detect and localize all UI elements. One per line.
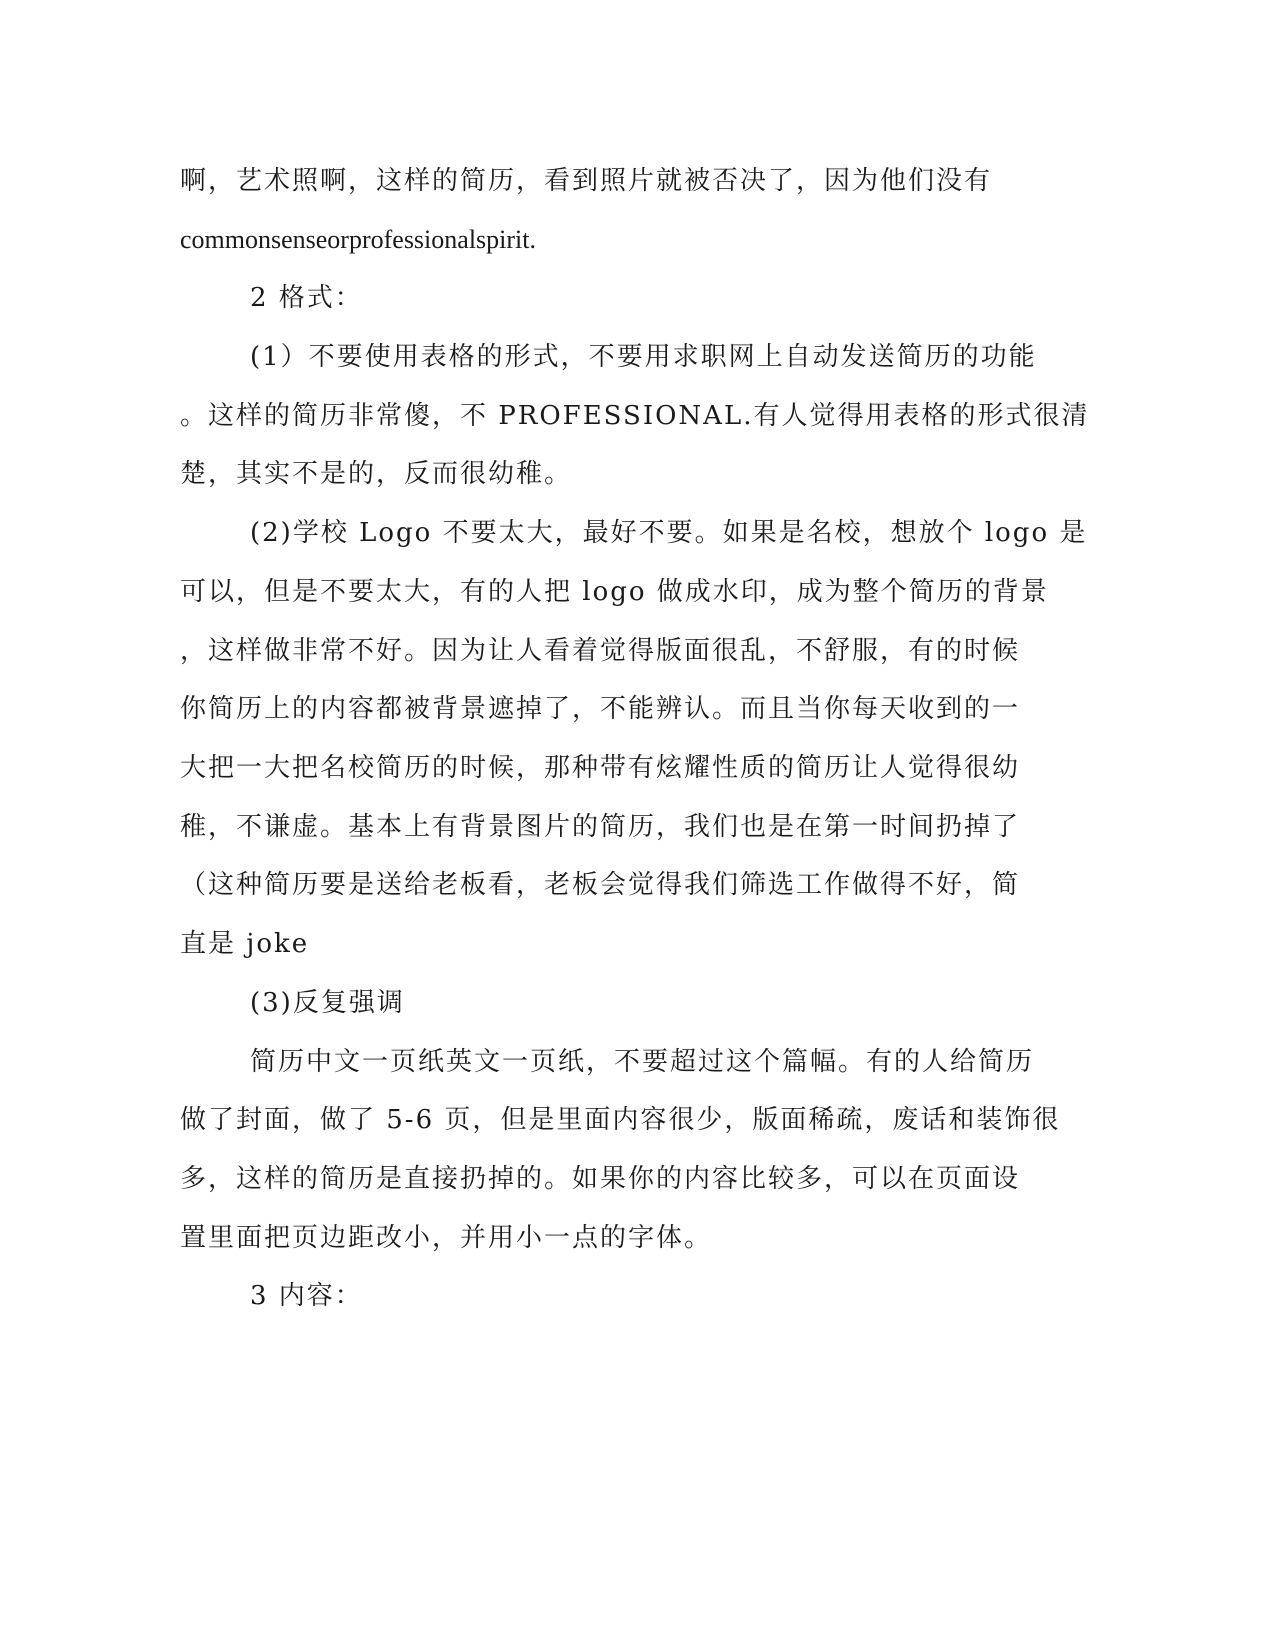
text-line: 置里面把页边距改小，并用小一点的字体。 bbox=[180, 1223, 713, 1253]
text-line: 可以，但是不要太大，有的人把 logo 做成水印，成为整个简历的背景 bbox=[180, 577, 1049, 607]
text-line: 大把一大把名校简历的时候，那种带有炫耀性质的简历让人觉得很幼 bbox=[180, 753, 1021, 783]
text-line: 。这样的简历非常傻，不 PROFESSIONAL.有人觉得用表格的形式很清 bbox=[180, 401, 1090, 431]
text-line: 多，这样的简历是直接扔掉的。如果你的内容比较多，可以在页面设 bbox=[180, 1164, 1021, 1194]
text-line: 啊，艺术照啊，这样的简历，看到照片就被否决了，因为他们没有 bbox=[180, 166, 993, 196]
section-heading-format: 2 格式： bbox=[250, 283, 363, 313]
text-line: ，这样做非常不好。因为让人看着觉得版面很乱，不舒服，有的时候 bbox=[180, 636, 1021, 666]
text-line: commonsenseorprofessionalspirit. bbox=[180, 225, 536, 254]
text-line: (2)学校 Logo 不要太大，最好不要。如果是名校，想放个 logo 是 bbox=[250, 518, 1088, 548]
section-heading-content: 3 内容： bbox=[250, 1281, 363, 1311]
text-line: 你简历上的内容都被背景遮掉了，不能辨认。而且当你每天收到的一 bbox=[180, 694, 1021, 724]
text-line: 做了封面，做了 5-6 页，但是里面内容很少，版面稀疏，废话和装饰很 bbox=[180, 1105, 1061, 1135]
text-line: (3)反复强调 bbox=[250, 988, 405, 1018]
text-line: (1）不要使用表格的形式，不要用求职网上自动发送简历的功能 bbox=[250, 342, 1037, 372]
text-line: 楚，其实不是的，反而很幼稚。 bbox=[180, 459, 573, 489]
text-line: 直是 joke bbox=[180, 929, 310, 959]
text-line: （这种简历要是送给老板看，老板会觉得我们筛选工作做得不好，简 bbox=[180, 870, 1021, 900]
text-line: 稚，不谦虚。基本上有背景图片的简历，我们也是在第一时间扔掉了 bbox=[180, 812, 1021, 842]
text-line: 简历中文一页纸英文一页纸，不要超过这个篇幅。有的人给简历 bbox=[250, 1047, 1035, 1077]
